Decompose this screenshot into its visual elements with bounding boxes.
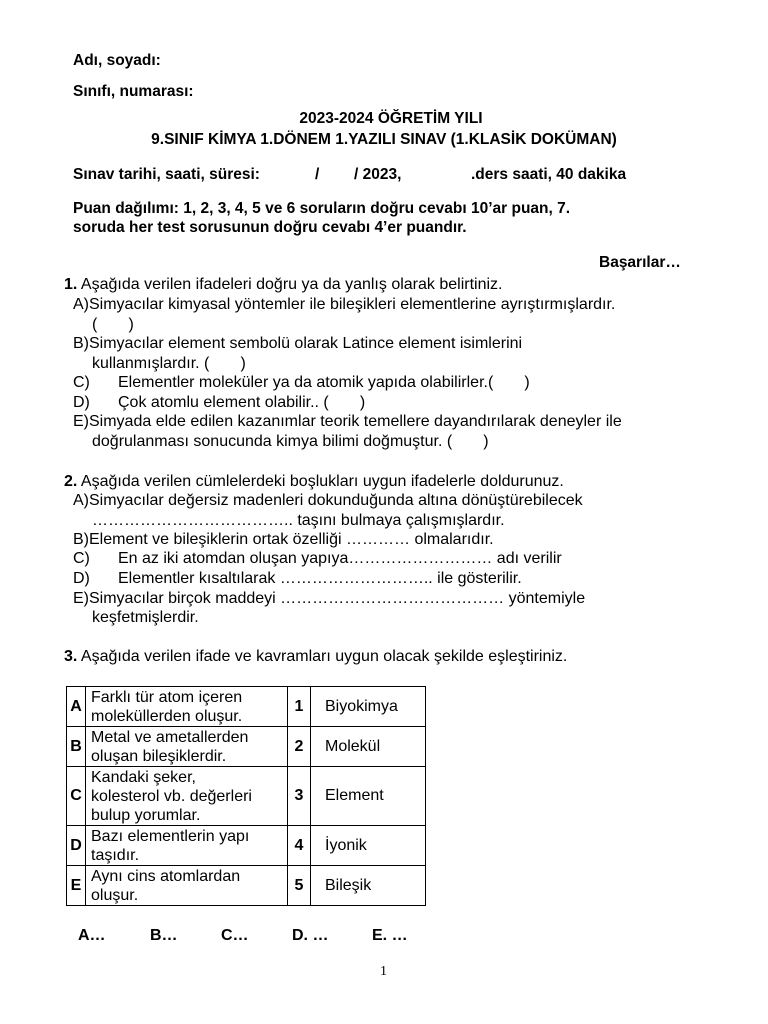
q2-option-b-line1: B)Element ve bileşiklerin ortak özelliği ………… olmalarıdır.: [73, 531, 494, 548]
q2-option-e-line1: E)Simyacılar birçok maddeyi …………………………………… yöntemiyle: [73, 590, 586, 607]
question-2-prompt: [64, 473, 564, 491]
question-1-prompt: [64, 276, 502, 294]
points-line-2: soruda her test sorusunun doğru cevabı 4’er puandır.: [73, 219, 467, 236]
row-letter: C: [67, 767, 86, 826]
row-description: Farklı tür atom içeren moleküllerden oluşur.: [86, 687, 288, 727]
matching-table: [66, 686, 426, 906]
q2-option-d-text: Elementler kısaltılarak ……………………….. ile gösterilir.: [118, 570, 522, 587]
answer-d: D. …: [292, 927, 329, 944]
q1-option-d-text: Çok atomlu element olabilir.. ( ): [118, 394, 366, 411]
q2-option-e-line2: keşfetmişlerdir.: [92, 609, 199, 626]
row-number: 4: [288, 826, 311, 866]
table-row: [67, 826, 426, 866]
row-number: 3: [288, 767, 311, 826]
q1-option-d-label: D): [73, 394, 90, 411]
table-row: [67, 767, 426, 826]
exam-title: 9.SINIF KİMYA 1.DÖNEM 1.YAZILI SINAV (1.KLASİK DOKÜMAN): [151, 131, 617, 148]
q1-option-e-line2: doğrulanması sonucunda kimya bilimi doğmuştur. ( ): [92, 433, 489, 450]
question-1-text: Aşağıda verilen ifadeleri doğru ya da yanlış olarak belirtiniz.: [80, 276, 503, 293]
row-term: Bileşik: [311, 866, 426, 906]
row-term: Element: [311, 767, 426, 826]
q1-option-c-label: C): [73, 374, 90, 391]
page-number: 1: [380, 964, 387, 979]
question-2-text: Aşağıda verilen cümlelerdeki boşlukları uygun ifadelerle doldurunuz.: [80, 473, 564, 490]
q2-option-c-text: En az iki atomdan oluşan yapıya……………………… adı verilir: [118, 550, 562, 567]
row-term: İyonik: [311, 826, 426, 866]
row-number: 2: [288, 727, 311, 767]
question-2-number: 2.: [64, 473, 78, 490]
class-label: Sınıfı, numarası:: [73, 83, 194, 100]
q1-option-b-line1: B)Simyacılar element sembolü olarak Latince element isimlerini: [73, 335, 523, 352]
row-description: Metal ve ametallerden oluşan bileşiklerdir.: [86, 727, 288, 767]
table-row: [67, 866, 426, 906]
question-3-number: 3.: [64, 648, 78, 665]
row-term: Biyokimya: [311, 687, 426, 727]
q1-option-b-line2: kullanmışlardır. ( ): [92, 355, 246, 372]
question-3-prompt: [64, 648, 567, 666]
answer-b: B…: [150, 927, 178, 944]
row-letter: A: [67, 687, 86, 727]
q2-option-d-label: D): [73, 570, 90, 587]
answer-e: E. …: [372, 927, 408, 944]
q2-option-c-label: C): [73, 550, 90, 567]
date-slash: /: [315, 166, 320, 183]
q2-option-a-line2: ……………………………….. taşını bulmaya çalışmışlardır.: [92, 512, 505, 529]
row-letter: E: [67, 866, 86, 906]
table-row: [67, 727, 426, 767]
row-description: Bazı elementlerin yapı taşıdır.: [86, 826, 288, 866]
row-letter: B: [67, 727, 86, 767]
answer-a: A…: [78, 927, 106, 944]
answer-c: C…: [221, 927, 249, 944]
row-description: Kandaki şeker, kolesterol vb. değerleri bulup yorumlar.: [86, 767, 288, 826]
q1-option-a-line1: A)Simyacılar kimyasal yöntemler ile bileşikleri elementlerine ayrıştırmışlardır.: [73, 296, 616, 313]
question-3-text: Aşağıda verilen ifade ve kavramları uygun olacak şekilde eşleştiriniz.: [80, 648, 568, 665]
row-number: 1: [288, 687, 311, 727]
date-year: / 2023,: [354, 166, 402, 183]
points-line-1: Puan dağılımı: 1, 2, 3, 4, 5 ve 6 soruların doğru cevabı 10’ar puan, 7.: [73, 200, 571, 217]
row-number: 5: [288, 866, 311, 906]
q2-option-a-line1: A)Simyacılar değersiz madenleri dokunduğunda altına dönüştürebilecek: [73, 492, 583, 509]
row-description: Aynı cins atomlardan oluşur.: [86, 866, 288, 906]
row-letter: D: [67, 826, 86, 866]
date-duration: .ders saati, 40 dakika: [471, 166, 627, 183]
table-row: [67, 687, 426, 727]
year-line: 2023-2024 ÖĞRETİM YILI: [299, 110, 483, 127]
date-label: Sınav tarihi, saati, süresi:: [73, 166, 260, 183]
name-label: Adı, soyadı:: [73, 52, 161, 69]
good-luck: Başarılar…: [599, 254, 681, 271]
q1-option-c-text: Elementler moleküler ya da atomik yapıda olabilirler.( ): [118, 374, 530, 391]
q1-option-e-line1: E)Simyada elde edilen kazanımlar teorik temellere dayandırılarak deneyler ile: [73, 413, 622, 430]
question-1-number: 1.: [64, 276, 78, 293]
row-term: Molekül: [311, 727, 426, 767]
q1-option-a-line2: ( ): [92, 316, 134, 333]
